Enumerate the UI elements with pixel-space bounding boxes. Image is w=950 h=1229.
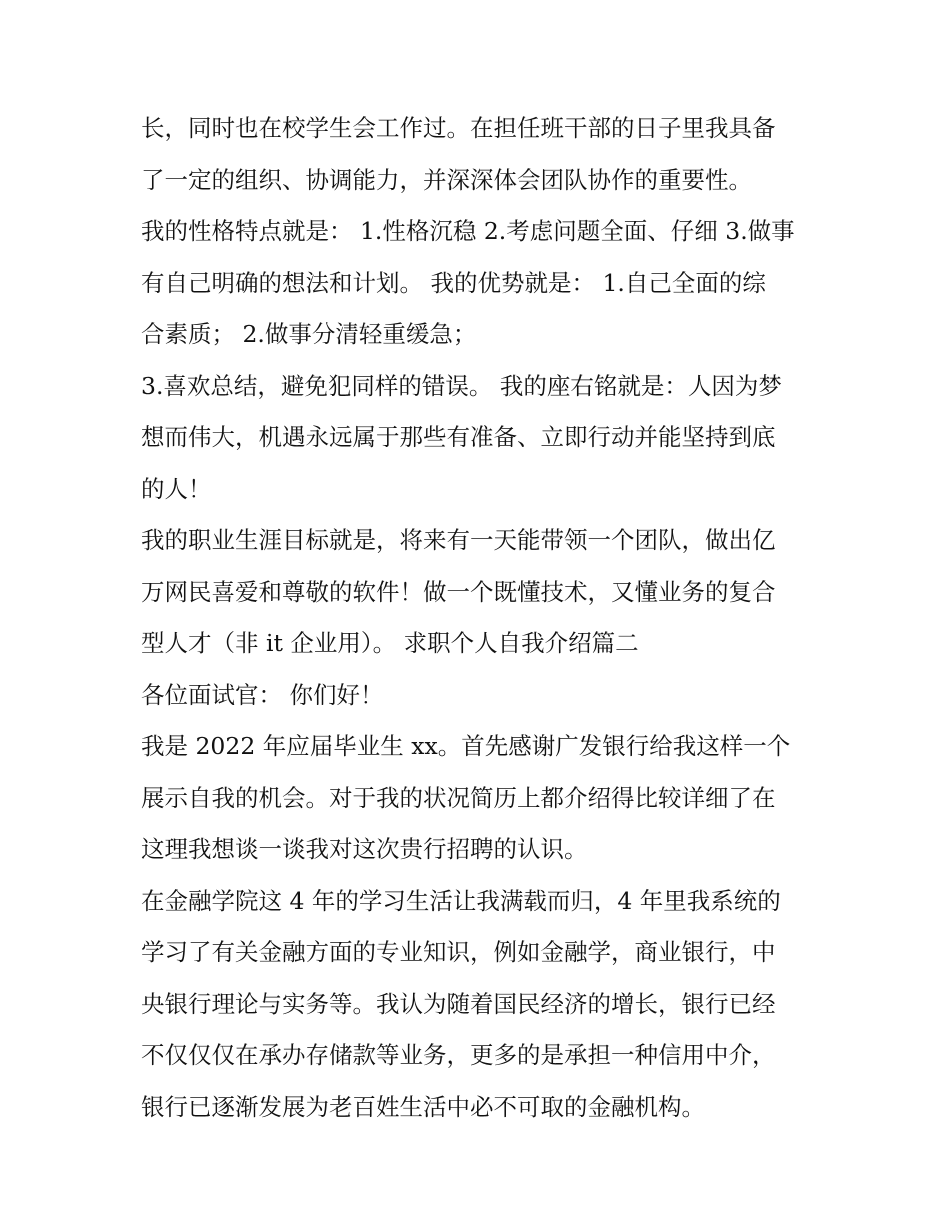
text-line: 各位面试官： 你们好！ <box>141 680 384 709</box>
text-line: 合素质； 2.做事分清轻重缓急； <box>141 320 477 348</box>
text-line: 我的职业生涯目标就是，将来有一天能带领一个团队，做出亿 <box>141 526 776 554</box>
text-line: 这理我想谈一谈我对这次贵行招聘的认识。 <box>141 835 588 863</box>
text-line: 不仅仅仅在承办存储款等业务，更多的是承担一种信用中介， <box>141 1041 776 1069</box>
text-line: 长，同时也在校学生会工作过。在担任班干部的日子里我具备 <box>141 114 776 142</box>
text-line: 有自己明确的想法和计划。 我的优势就是： 1.自己全面的综 <box>141 268 766 297</box>
document-body <box>141 103 821 1133</box>
text-line: 学习了有关金融方面的专业知识，例如金融学，商业银行，中 <box>141 938 776 966</box>
text-line: 3.喜欢总结，避免犯同样的错误。 我的座右铭就是：人因为梦 <box>141 371 782 400</box>
text-line: 型人才（非 it 企业用）。 求职个人自我介绍篇二 <box>141 629 639 657</box>
text-line: 万网民喜爱和尊敬的软件！做一个既懂技术，又懂业务的复合 <box>141 577 776 606</box>
text-line: 的人！ <box>141 474 212 503</box>
text-line: 展示自我的机会。对于我的状况简历上都介绍得比较详细了在 <box>141 783 776 812</box>
text-line: 我的性格特点就是： 1.性格沉稳 2.考虑问题全面、仔细 3.做事 <box>141 217 795 245</box>
text-line: 了一定的组织、协调能力，并深深体会团队协作的重要性。 <box>141 165 752 194</box>
text-line: 银行已逐渐发展为老百姓生活中必不可取的金融机构。 <box>141 1092 705 1121</box>
text-line: 在金融学院这 4 年的学习生活让我满载而归，4 年里我系统的 <box>141 886 781 915</box>
text-line: 想而伟大，机遇永远属于那些有准备、立即行动并能坚持到底 <box>141 423 776 451</box>
text-line: 我是 2022 年应届毕业生 xx。首先感谢广发银行给我这样一个 <box>141 732 791 760</box>
text-line: 央银行理论与实务等。我认为随着国民经济的增长，银行已经 <box>141 989 776 1018</box>
